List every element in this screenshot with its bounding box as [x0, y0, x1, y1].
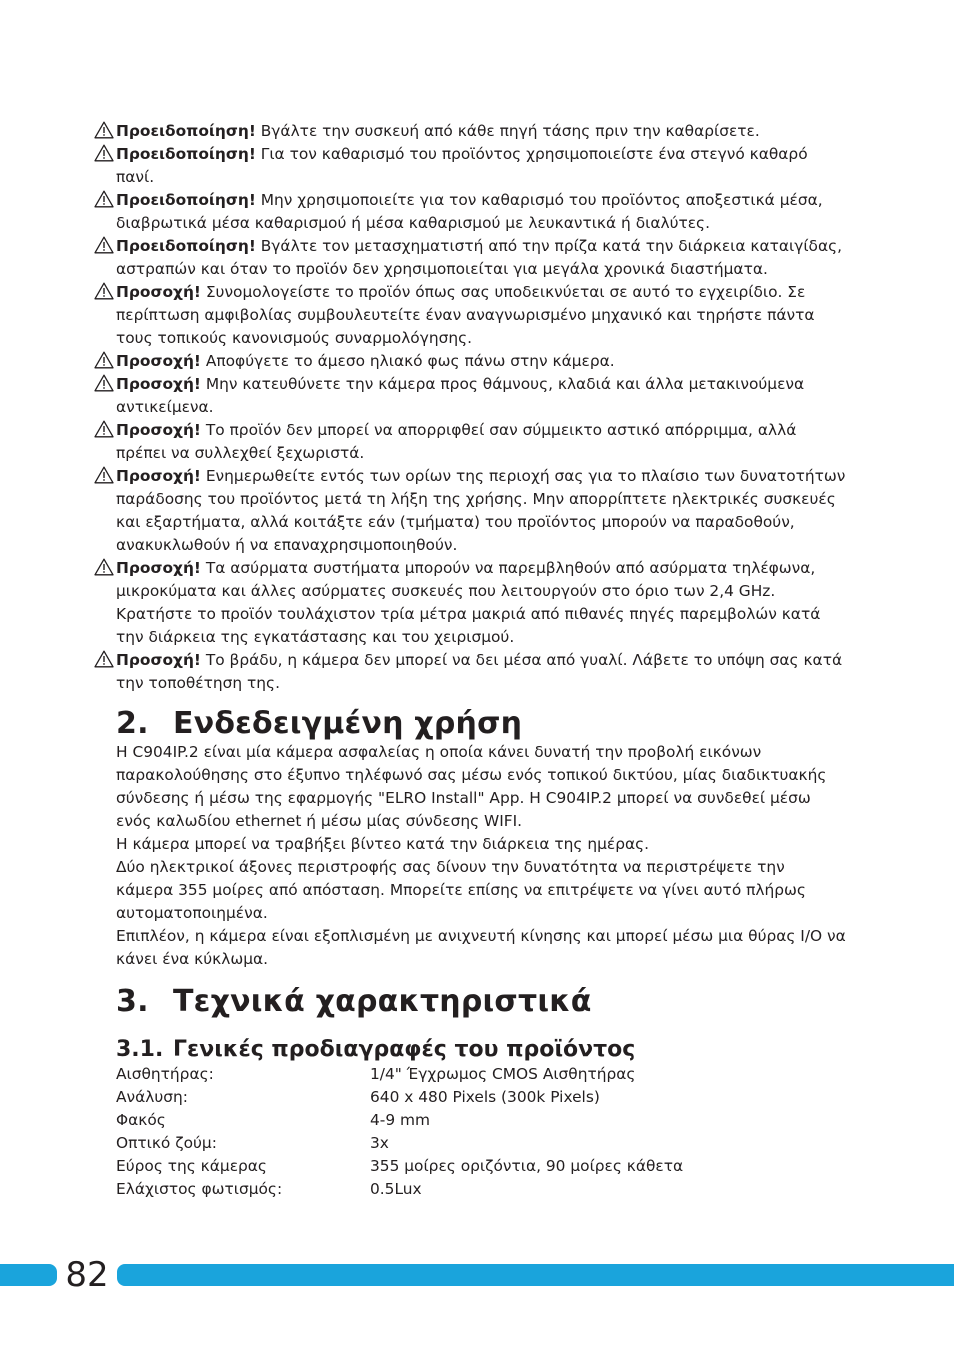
warning-text: Μην χρησιμοποιείτε για τον καθαρισμό του προϊόντος αποξεστικά μέσα, διαβρωτικά μέσα καθαρισμού ή μέσα καθαρισμού με λευκαντικά ή διαλύτες.	[116, 191, 823, 232]
section-heading-intended-use	[116, 707, 846, 741]
footer-bar-left	[0, 1264, 57, 1286]
warning-item	[90, 419, 846, 465]
page-number: 82	[65, 1255, 109, 1295]
warning-item	[90, 557, 846, 649]
warning-label: Προσοχή!	[116, 375, 201, 393]
warning-label: Προσοχή!	[116, 421, 201, 439]
warning-triangle-icon	[94, 351, 114, 369]
spec-key: Ελάχιστος φωτισμός:	[116, 1180, 283, 1198]
paragraph: Δύο ηλεκτρικοί άξονες περιστροφής σας δίνουν την δυνατότητα να περιστρέψετε την κάμερα 355 μοίρες από απόσταση. Μπορείτε επίσης να επιτρέψετε να γίνει αυτό πλήρως αυτοματοποιημένα.	[116, 858, 806, 922]
section-number: 3.	[116, 984, 149, 1019]
section-title: Ενδεδειγμένη χρήση	[173, 706, 523, 741]
warning-triangle-icon	[94, 466, 114, 484]
warning-triangle-icon	[94, 190, 114, 208]
warning-text: Το προϊόν δεν μπορεί να απορριφθεί σαν σύμμεικτο αστικό απόρριμμα, αλλά πρέπει να συλλεχθεί ξεχωριστά.	[116, 421, 797, 462]
warnings-list	[116, 120, 846, 695]
warning-triangle-icon	[94, 558, 114, 576]
warning-label: Προσοχή!	[116, 651, 201, 669]
spec-value: 0.5Lux	[370, 1180, 422, 1198]
warning-item	[90, 373, 846, 419]
intended-use-body	[116, 741, 846, 971]
subsection-number: 3.1.	[116, 1037, 164, 1062]
spec-row	[116, 1155, 846, 1178]
paragraph: Η C904IP.2 είναι μία κάμερα ασφαλείας η οποία κάνει δυνατή την προβολή εικόνων παρακολούθησης στο έξυπνο τηλέφωνό σας μέσω ενός τοπικού δικτύου, μίας διαδικτυακής σύνδεσης ή μέσω της εφαρμογής "ELRO Install" App. Η C904IP.2 μπορεί να συνδεθεί μέσω ενός καλωδίου ethernet ή μέσω μίας σύνδεσης WIFI.	[116, 743, 827, 830]
warning-triangle-icon	[94, 282, 114, 300]
warning-label: Προσοχή!	[116, 283, 201, 301]
warning-item	[90, 465, 846, 557]
page-content	[116, 120, 846, 1201]
spec-value: 3x	[370, 1134, 389, 1152]
footer-bar-right	[117, 1264, 954, 1286]
specs-table	[116, 1063, 846, 1201]
warning-triangle-icon	[94, 650, 114, 668]
spec-key: Ανάλυση:	[116, 1088, 188, 1106]
warning-item	[90, 120, 846, 143]
warning-text: Αποφύγετε το άμεσο ηλιακό φως πάνω στην κάμερα.	[200, 352, 615, 370]
warning-label: Προειδοποίηση!	[116, 237, 256, 255]
warning-text: Συνομολογείστε το προϊόν όπως σας υποδεικνύεται σε αυτό το εγχειρίδιο. Σε περίπτωση αμφιβολίας συμβουλευτείτε έναν αναγνωρισμένο μηχανικό και τηρήστε πάντα τους τοπικούς κανονισμούς συναρμολόγησης.	[116, 283, 815, 347]
warning-text: Βγάλτε τον μετασχηματιστή από την πρίζα κατά την διάρκεια καταιγίδας, αστραπών και όταν το προϊόν δεν χρησιμοποιείται για μεγάλα χρονικά διαστήματα.	[116, 237, 843, 278]
warning-text: Τα ασύρματα συστήματα μπορούν να παρεμβληθούν από ασύρματα τηλέφωνα, μικροκύματα και άλλες ασύρματες συσκευές που λειτουργούν στο όριο των 2,4 GHz. Κρατήστε το προϊόν τουλάχιστον τρία μέτρα μακριά από πιθανές πηγές παρεμβολών κατά την διάρκεια της εγκατάστασης και του χειρισμού.	[116, 559, 821, 646]
spec-key: Εύρος της κάμερας	[116, 1157, 267, 1175]
warning-triangle-icon	[94, 420, 114, 438]
spec-value: 640 x 480 Pixels (300k Pixels)	[370, 1088, 600, 1106]
spec-value: 1/4" Έγχρωμος CMOS Αισθητήρας	[370, 1065, 636, 1083]
paragraph: Επιπλέον, η κάμερα είναι εξοπλισμένη με ανιχνευτή κίνησης και μπορεί μέσω μια θύρας I/O να κάνει ένα κύκλωμα.	[116, 927, 846, 968]
spec-key: Φακός	[116, 1111, 166, 1129]
warning-text: Μην κατευθύνετε την κάμερα προς θάμνους, κλαδιά και άλλα μετακινούμενα αντικείμενα.	[116, 375, 805, 416]
warning-label: Προσοχή!	[116, 467, 201, 485]
warning-item	[90, 649, 846, 695]
warning-label: Προειδοποίηση!	[116, 122, 256, 140]
section-title: Τεχνικά χαρακτηριστικά	[173, 984, 592, 1019]
warning-item	[90, 189, 846, 235]
paragraph: Η κάμερα μπορεί να τραβήξει βίντεο κατά την διάρκεια της ημέρας.	[116, 835, 650, 853]
warning-label: Προειδοποίηση!	[116, 145, 256, 163]
warning-item	[90, 350, 846, 373]
spec-row	[116, 1178, 846, 1201]
warning-label: Προσοχή!	[116, 352, 201, 370]
warning-text: Το βράδυ, η κάμερα δεν μπορεί να δει μέσα από γυαλί. Λάβετε το υπόψη σας κατά την τοποθέτηση της.	[116, 651, 843, 692]
warning-item	[90, 143, 846, 189]
spec-row	[116, 1109, 846, 1132]
warning-item	[90, 281, 846, 350]
spec-key: Οπτικό ζούμ:	[116, 1134, 217, 1152]
warning-triangle-icon	[94, 121, 114, 139]
warning-triangle-icon	[94, 144, 114, 162]
subsection-heading-general-specs	[116, 1037, 846, 1063]
spec-key: Αισθητήρας:	[116, 1065, 214, 1083]
warning-text: Βγάλτε την συσκευή από κάθε πηγή τάσης πριν την καθαρίσετε.	[255, 122, 760, 140]
warning-triangle-icon	[94, 374, 114, 392]
section-number: 2.	[116, 706, 149, 741]
spec-value: 4-9 mm	[370, 1111, 431, 1129]
spec-value: 355 μοίρες οριζόντια, 90 μοίρες κάθετα	[370, 1157, 684, 1175]
warning-triangle-icon	[94, 236, 114, 254]
warning-label: Προσοχή!	[116, 559, 201, 577]
section-heading-technical	[116, 985, 846, 1019]
warning-item	[90, 235, 846, 281]
warning-label: Προειδοποίηση!	[116, 191, 256, 209]
warning-text: Για τον καθαρισμό του προϊόντος χρησιμοποιείστε ένα στεγνό καθαρό πανί.	[116, 145, 808, 186]
spec-row	[116, 1063, 846, 1086]
spec-row	[116, 1132, 846, 1155]
warning-text: Ενημερωθείτε εντός των ορίων της περιοχή σας για το πλαίσιο των δυνατοτήτων παράδοσης του προϊόντος μετά τη λήξη της χρήσης. Μην απορρίπτετε ηλεκτρικές συσκευές και εξαρτήματα, αλλά κοιτάξτε εάν (τμήματα) του προϊόντος μπορούν να παραδοθούν, ανακυκλωθούν ή να επαναχρησιμοποιηθούν.	[116, 467, 846, 554]
subsection-title: Γενικές προδιαγραφές του προϊόντος	[173, 1037, 636, 1062]
spec-row	[116, 1086, 846, 1109]
